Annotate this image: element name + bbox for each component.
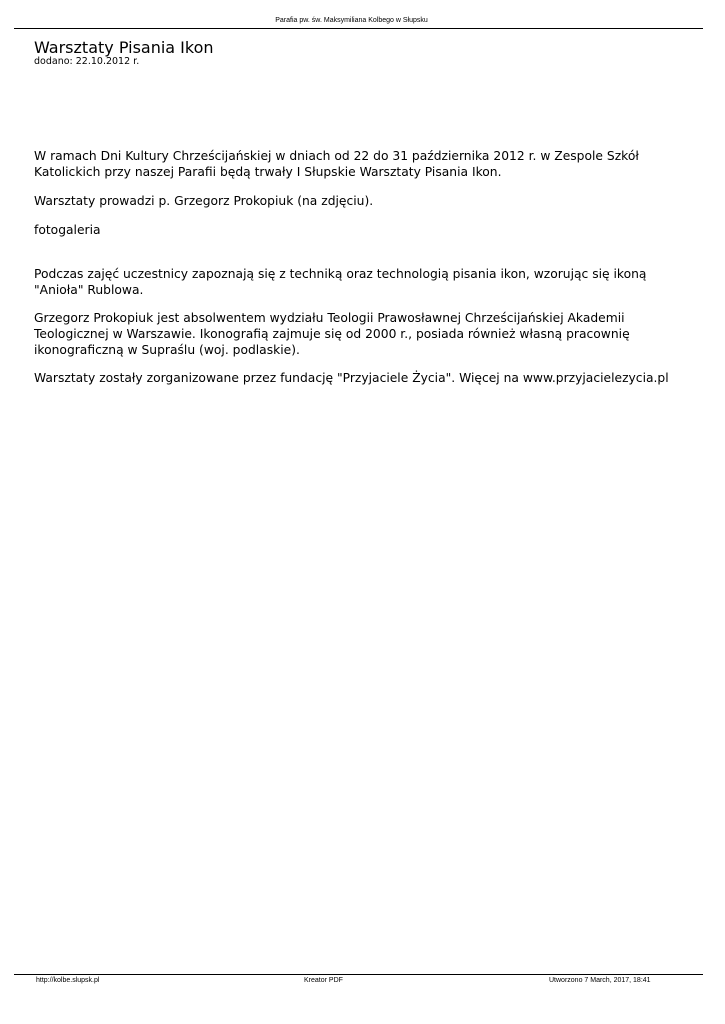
paragraph-line: W ramach Dni Kultury Chrześcijańskiej w dniach od 22 do 31 października 2012 r. w Zespole Szkół [34,149,639,163]
paragraph-technique [34,266,646,298]
footer-url: http://kolbe.slupsk.pl [36,977,100,984]
footer-created-date: Utworzono 7 March, 2017, 18:41 [549,977,651,984]
paragraph-intro [34,148,639,180]
footer-divider [14,974,703,975]
gallery-link[interactable]: fotogaleria [34,223,101,237]
header-divider [14,28,703,29]
paragraph-biography [34,310,630,358]
paragraph-line: Grzegorz Prokopiuk jest absolwentem wydziału Teologii Prawosławnej Chrześcijańskiej Akademii [34,311,625,325]
paragraph-line: ikonograficzną w Supraślu (woj. podlaskie). [34,343,300,357]
paragraph-line: Katolickich przy naszej Parafii będą trwały I Słupskie Warsztaty Pisania Ikon. [34,165,502,179]
page-header: Parafia pw. św. Maksymiliana Kolbego w Słupsku [275,17,428,24]
article-title: Warsztaty Pisania Ikon [34,38,214,57]
article-date: dodano: 22.10.2012 r. [34,56,140,67]
footer-generator: Kreator PDF [304,977,343,984]
paragraph-instructor: Warsztaty prowadzi p. Grzegorz Prokopiuk (na zdjęciu). [34,194,374,208]
paragraph-line: Teologicznej w Warszawie. Ikonografią zajmuje się od 2000 r., posiada również własną pracownię [34,327,630,341]
gallery-paragraph [34,222,101,238]
paragraph-line: Podczas zajęć uczestnicy zapoznają się z techniką oraz technologią pisania ikon, wzorując się ikoną [34,267,647,281]
paragraph-line: "Anioła" Rublowa. [34,283,144,297]
paragraph-organizer: Warsztaty zostały zorganizowane przez fundację "Przyjaciele Życia". Więcej na www.przyjacielezycia.pl [34,371,669,385]
